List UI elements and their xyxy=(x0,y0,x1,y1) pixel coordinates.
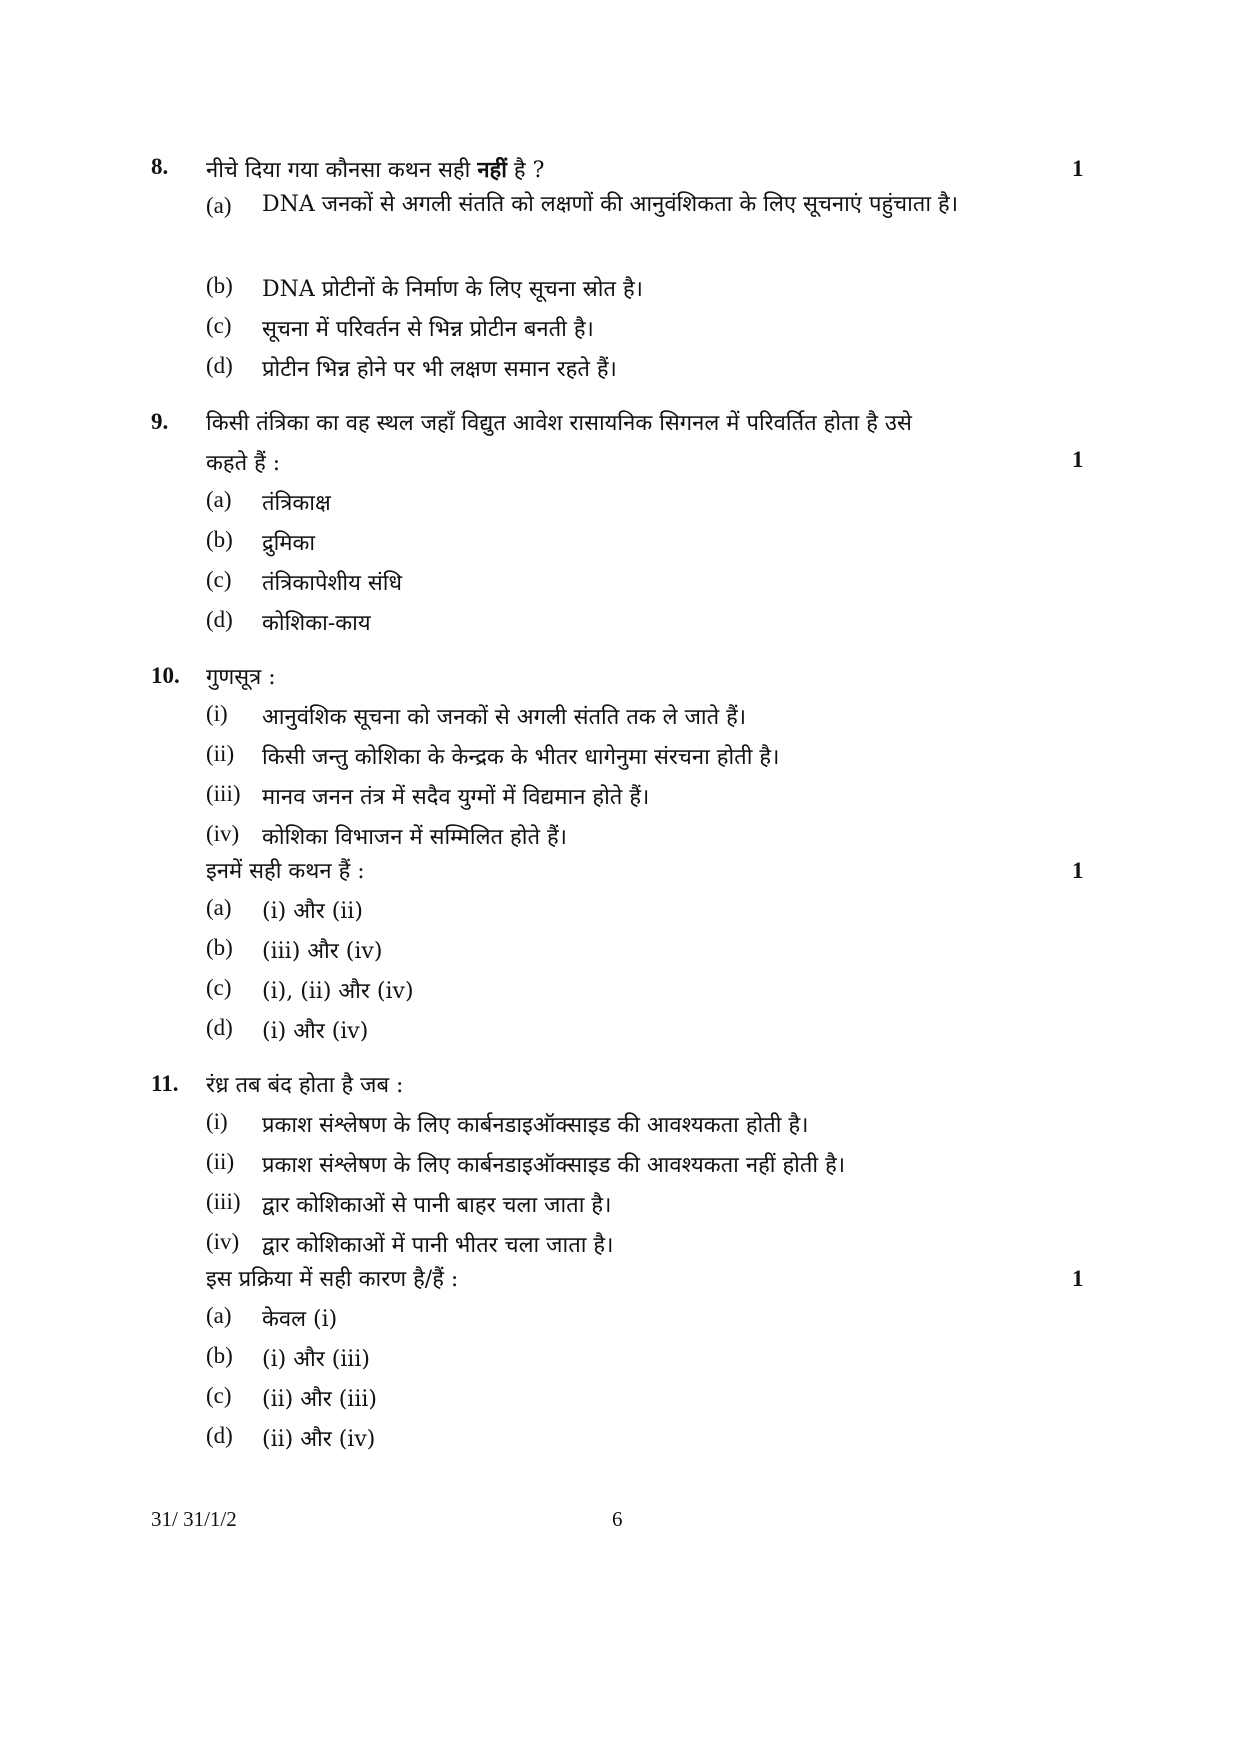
question-text-line-2: कहते हैं : xyxy=(206,451,281,476)
question-number: 9. xyxy=(151,409,169,434)
question-number: 10. xyxy=(151,663,180,688)
question-text-line-1: किसी तंत्रिका का वह स्थल जहाँ विद्युत आवेश रासायनिक सिगनल में परिवर्तित होता है उसे xyxy=(206,411,912,436)
marks: 1 xyxy=(1072,858,1084,883)
question-text: रंध्र तब बंद होता है जब : xyxy=(206,1073,404,1098)
question-prompt: इस प्रक्रिया में सही कारण है/हैं : xyxy=(206,1267,459,1292)
question-number: 11. xyxy=(151,1071,179,1096)
marks: 1 xyxy=(1072,447,1084,472)
emphasis-text: नहीं xyxy=(477,157,507,183)
question-prompt: इनमें सही कथन हैं : xyxy=(206,859,365,884)
marks: 1 xyxy=(1072,156,1084,181)
page-number: 6 xyxy=(612,1507,623,1531)
question-number: 8. xyxy=(151,154,169,179)
marks: 1 xyxy=(1072,1266,1084,1291)
paper-code: 31/ 31/1/2 xyxy=(151,1507,237,1531)
question-text: गुणसूत्र : xyxy=(206,665,276,690)
question-text: नीचे दिया गया कौनसा कथन सही नहीं है ? xyxy=(206,157,545,183)
